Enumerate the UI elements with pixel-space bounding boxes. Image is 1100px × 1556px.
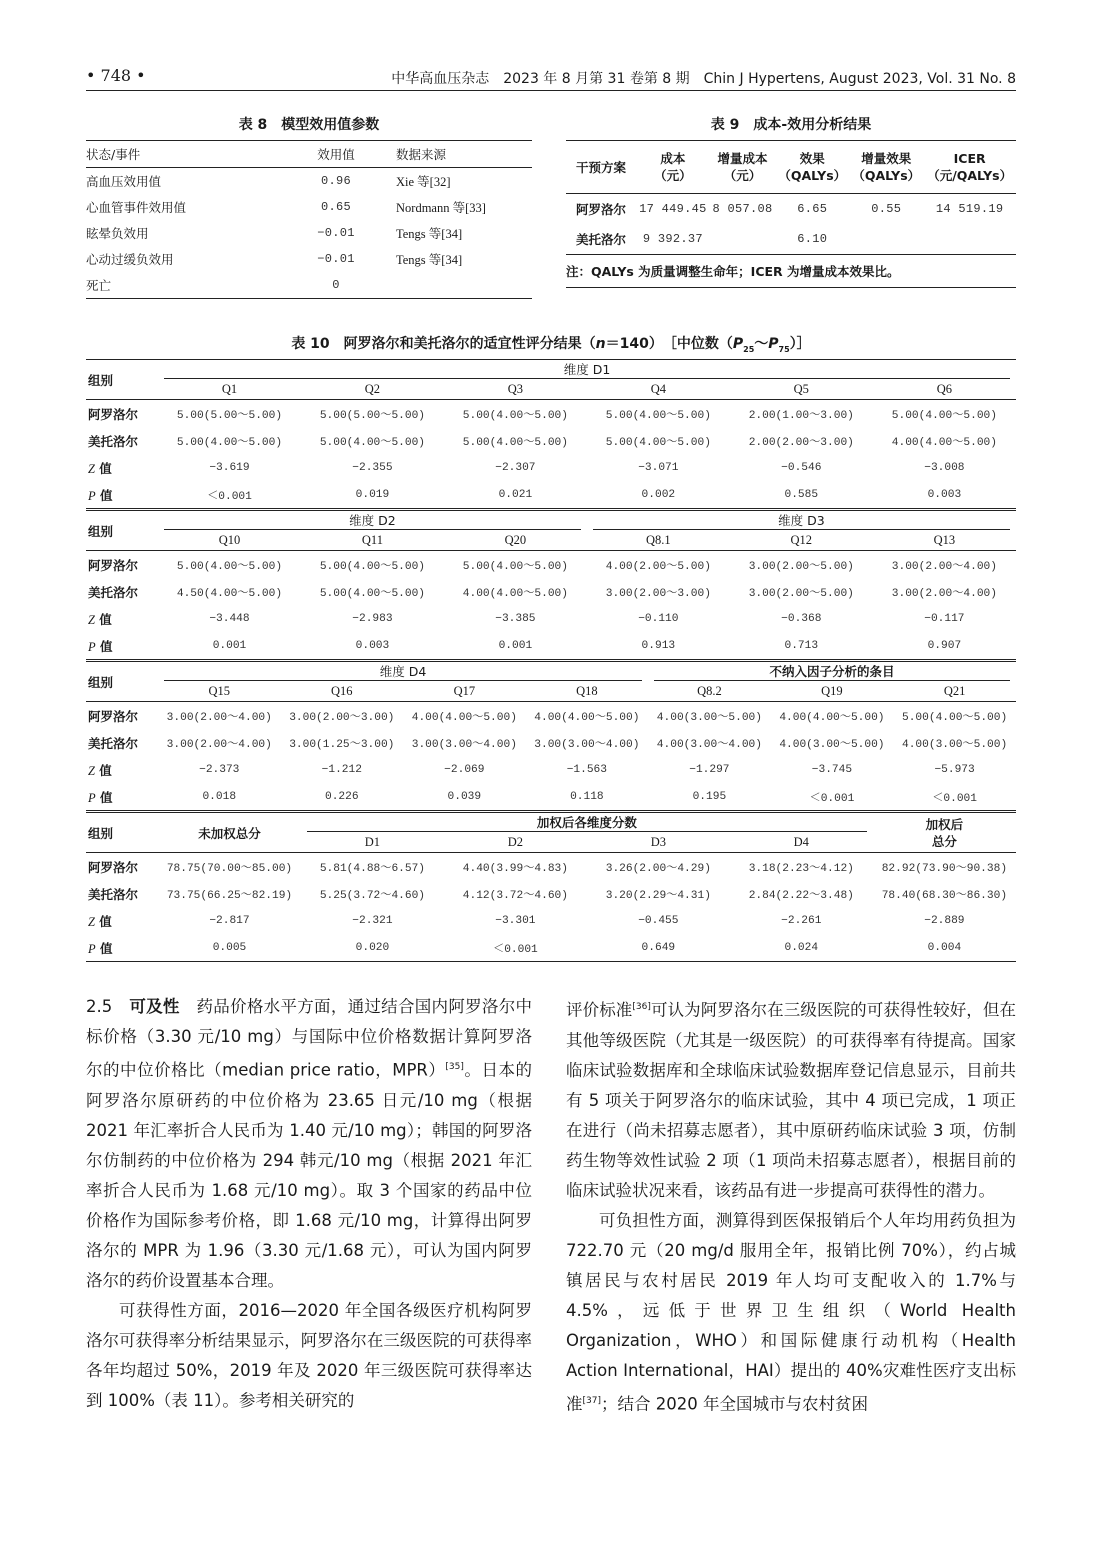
table10-cell: −3.448 [209, 612, 250, 625]
table10-col-header: Q15 [208, 683, 231, 698]
table10-cell: 73.75(66.25～82.19) [166, 889, 293, 902]
table10-col-header: Q4 [650, 381, 666, 396]
dim-label: 不纳入因子分析的条目 [654, 662, 1010, 681]
table8-source: Nordmann 等[33] [396, 201, 486, 215]
table10-cell: 0.118 [570, 790, 604, 803]
row-label: 阿罗洛尔 [88, 557, 139, 573]
table10-cell: 3.00(3.00～4.00) [534, 738, 640, 751]
table-row [86, 194, 532, 220]
row-label: 阿罗洛尔 [88, 859, 139, 875]
table10-cell: 0.195 [692, 790, 727, 803]
table10-col-header: D4 [793, 834, 809, 849]
row-label: P 值 [88, 789, 113, 805]
table10-col-header: Q10 [218, 532, 241, 547]
table10-col-header: Q21 [943, 683, 966, 698]
row-label: 阿罗洛尔 [88, 708, 139, 724]
row-label: 美托洛尔 [88, 886, 139, 902]
table10-cell: 3.00(2.00～3.00) [605, 587, 711, 600]
table10-cell: −2.355 [352, 461, 393, 474]
table9-cell: 6.65 [797, 202, 828, 216]
table10-cell: 0.585 [784, 488, 819, 501]
table10-cell: −3.301 [495, 914, 536, 927]
table-row [86, 220, 532, 246]
table10 [86, 359, 1016, 962]
table9-header-5: ICER （元/QALYs） [927, 151, 1013, 183]
table-row [86, 756, 1016, 783]
table-row [86, 632, 1016, 661]
table10-col-header: Q8.1 [646, 532, 671, 547]
table10-cell: 5.00(4.00～5.00) [891, 409, 997, 422]
table10-col-header: Q5 [793, 381, 809, 396]
table10-cell: −2.817 [209, 914, 250, 927]
table10-cell: 4.00(4.00～5.00) [411, 711, 517, 724]
journal-info: 中华高血压杂志 2023 年 8 月第 31 卷第 8 期 Chin J Hypertens, August 2023, Vol. 31 No. 8 [391, 71, 1016, 87]
dim-label: 维度 D2 [164, 511, 581, 530]
table8-title: 表 8 模型效用值参数 [238, 117, 380, 133]
table10-col-header-row [86, 379, 1016, 400]
table10-cell: 5.00(4.00～5.00) [319, 436, 426, 449]
table8-header-state: 状态/事件 [86, 147, 141, 162]
table-row [566, 224, 1016, 255]
table10-cell: −2.261 [781, 914, 822, 927]
table10-cell: −2.307 [495, 461, 536, 474]
table10-cell: 0.020 [355, 941, 390, 954]
table10-cell: 3.26(2.00～4.29) [605, 862, 711, 875]
table10-cell: 4.00(4.00～5.00) [891, 436, 997, 449]
table10-cell: 4.00(3.00～5.00) [779, 738, 885, 751]
table8 [86, 140, 532, 299]
table10-col-header: D2 [507, 834, 524, 849]
table9-row-label: 美托洛尔 [575, 232, 626, 247]
table10-cell: −0.546 [781, 461, 822, 474]
table10-cell: −0.455 [638, 914, 679, 927]
table10-cell: −3.745 [811, 763, 853, 776]
table10-cell: 5.25(3.72～4.60) [319, 889, 426, 902]
table9-cell: 8 057.08 [712, 202, 773, 216]
table-row [86, 272, 532, 299]
table9-note: 注：QALYs 为质量调整生命年；ICER 为增量成本效果比。 [566, 264, 900, 279]
table10-cell: 3.00(2.00～4.00) [891, 560, 997, 573]
table10-cell: 0.907 [927, 639, 962, 652]
table10-col-header: D1 [364, 834, 381, 849]
body-left-para-2: 可获得性方面，2016—2020 年全国各级医疗机构阿罗洛尔可获得率分析结果显示，阿罗洛尔在三级医院的可获得率各年均超过 50%，2019 年及 2020 年三级医院可获得率达到 100%（表 11）。参考相关研究的 [86, 1300, 532, 1410]
table10-col-header: Q2 [364, 381, 381, 396]
table10-col-header: Q11 [361, 532, 383, 547]
table10-col-header: Q12 [790, 532, 813, 547]
table10-block2-header [86, 510, 1016, 531]
table8-value: 0.65 [320, 200, 351, 214]
row-label: 组别 [88, 674, 114, 690]
table10-cell: 0.001 [498, 639, 533, 652]
row-label: 美托洛尔 [88, 433, 139, 449]
table10-cell: ＜0.001 [809, 792, 855, 805]
table10-cell: 0.004 [927, 941, 962, 954]
table10-col-header: Q13 [933, 532, 956, 547]
table10-dim-header [158, 360, 1016, 380]
table10-cell: −3.071 [638, 461, 679, 474]
table10-cell: −2.889 [924, 914, 965, 927]
row-label: 美托洛尔 [88, 584, 139, 600]
table10-cell: −2.321 [352, 914, 393, 927]
table10-cell: 2.84(2.22～3.48) [748, 889, 854, 902]
body-right-column [566, 992, 1016, 1419]
table9-cell: 17 449.45 [639, 202, 707, 216]
table9-header-2: 增量成本 （元） [717, 151, 768, 183]
table9-cell [710, 224, 776, 255]
table10-cell: 4.00(4.00～5.00) [462, 587, 568, 600]
table10-cell: −2.983 [352, 612, 393, 625]
table9-cell: 6.10 [797, 232, 828, 246]
table10-cell: 4.50(4.00～5.00) [176, 587, 283, 600]
table-row [86, 934, 1016, 962]
table10-cell: 3.18(2.23～4.12) [748, 862, 854, 875]
table10-col-header-row [86, 530, 1016, 551]
dim-label: 维度 D3 [593, 511, 1010, 530]
table10-col-header: Q3 [507, 381, 524, 396]
running-header [86, 62, 1016, 91]
table9-cell [849, 224, 923, 255]
table10-col-header: Q1 [221, 381, 238, 396]
table8-state: 眩晕负效用 [86, 226, 149, 241]
table-row [86, 427, 1016, 454]
table10-cell: −0.368 [781, 612, 822, 625]
table10-cell: 3.00(2.00～5.00) [748, 560, 854, 573]
row-label: 美托洛尔 [88, 735, 139, 751]
table9-cell: 14 519.19 [935, 202, 1004, 216]
table10-cell: 5.00(4.00～5.00) [319, 587, 426, 600]
table8-state: 死亡 [86, 278, 112, 293]
table10-cell: 3.00(1.25～3.00) [289, 738, 395, 751]
table-row [566, 194, 1016, 225]
dim-label: 加权后各维度分数 [307, 813, 867, 832]
table10-cell: 5.00(5.00～5.00) [176, 409, 283, 422]
table9-cell [923, 224, 1016, 255]
table-row [86, 853, 1016, 881]
table8-source: Tengs 等[34] [396, 227, 463, 241]
row-label: Z 值 [88, 460, 112, 476]
table9-title: 表 9 成本-效用分析结果 [710, 117, 872, 133]
table10-weighted-total-header: 加权后 总分 [925, 816, 964, 849]
dim-label: 维度 D1 [164, 360, 1010, 379]
row-label: Z 值 [88, 913, 112, 929]
table10-grid [86, 359, 1016, 962]
table10-col-header: Q16 [331, 683, 353, 698]
table10-cell: 3.00(2.00～3.00) [289, 711, 395, 724]
table10-cell: 4.00(3.00～5.00) [656, 711, 762, 724]
table10-cell: 4.00(2.00～5.00) [605, 560, 711, 573]
table10-cell: 3.00(2.00～4.00) [166, 738, 272, 751]
table-row [86, 783, 1016, 812]
table10-cell: −3.385 [495, 612, 536, 625]
table8-header-source: 数据来源 [396, 147, 447, 162]
row-label: P 值 [88, 487, 113, 503]
table8-value: 0 [332, 278, 340, 292]
table-row [86, 702, 1016, 730]
table10-cell: 3.00(2.00～4.00) [891, 587, 997, 600]
table10-col-header: Q18 [576, 683, 598, 698]
table-row [86, 605, 1016, 632]
table9-cell: 0.55 [871, 202, 902, 216]
row-label: P 值 [88, 940, 113, 956]
table10-cell: 3.00(2.00～5.00) [748, 587, 854, 600]
table8-source [386, 272, 532, 299]
row-label: 组别 [88, 372, 114, 388]
table10-cell: 3.00(2.00～4.00) [166, 711, 272, 724]
table10-cell: 0.003 [927, 488, 962, 501]
table-row [86, 729, 1016, 756]
table10-cell: 2.00(1.00～3.00) [748, 409, 854, 422]
table10-cell: 78.40(68.30～86.30) [881, 889, 1008, 902]
table10-cell: 0.018 [202, 790, 237, 803]
table10-cell: 0.039 [447, 790, 482, 803]
table10-cell: 5.00(5.00～5.00) [319, 409, 426, 422]
row-label: Z 值 [88, 611, 112, 627]
table10-cell: ＜0.001 [493, 943, 538, 956]
table10-cell: 3.00(3.00～4.00) [411, 738, 517, 751]
table10-cell: 5.00(4.00～5.00) [605, 409, 711, 422]
table-row [86, 551, 1016, 579]
table10-cell: 5.00(4.00～5.00) [605, 436, 711, 449]
table-row [86, 454, 1016, 481]
table-row [86, 246, 532, 272]
table10-dim-header [648, 661, 1016, 682]
table8-value: −0.01 [317, 252, 355, 266]
table10-cell: −2.373 [199, 763, 240, 776]
table10-cell: 0.019 [355, 488, 390, 501]
table10-cell: 5.00(4.00～5.00) [176, 560, 283, 573]
table8-state: 高血压效用值 [86, 174, 162, 189]
table10-cell: −2.069 [444, 763, 485, 776]
table-row [86, 578, 1016, 605]
table10-cell: −0.110 [638, 612, 679, 625]
table10-cell: −1.212 [321, 763, 362, 776]
table-row [86, 400, 1016, 428]
table9-header-4: 增量效果 （QALYs） [852, 151, 921, 183]
table10-cell: 0.002 [641, 488, 676, 501]
row-label: 组别 [88, 523, 114, 539]
table10-cell: 4.40(3.99～4.83) [462, 862, 568, 875]
table10-cell: 5.00(4.00～5.00) [319, 560, 426, 573]
table10-cell: 0.649 [641, 941, 676, 954]
table-row [86, 168, 532, 195]
table10-cell: 78.75(70.00～85.00) [166, 862, 293, 875]
table8-source: Tengs 等[34] [396, 253, 463, 267]
table10-cell: 0.001 [212, 639, 247, 652]
table9-row-label: 阿罗洛尔 [575, 202, 626, 217]
table9-header-3: 效果 （QALYs） [778, 151, 847, 183]
table10-cell: ＜0.001 [932, 792, 977, 805]
table10-cell: 5.00(4.00～5.00) [176, 436, 283, 449]
table10-cell: 5.81(4.88～6.57) [319, 862, 426, 875]
table10-cell: 0.003 [355, 639, 390, 652]
table10-dim-header [301, 812, 873, 833]
table10-col-header: Q20 [504, 532, 527, 547]
table10-col-header: Q17 [453, 683, 476, 698]
table8-state: 心动过缓负效用 [86, 252, 174, 267]
table10-cell: 4.12(3.72～4.60) [462, 889, 568, 902]
table10-cell: 5.00(4.00～5.00) [902, 711, 1008, 724]
row-label: P 值 [88, 638, 113, 654]
table9-cell: 9 392.37 [642, 232, 703, 246]
table10-unweighted-header: 未加权总分 [198, 825, 261, 841]
table10-cell: 0.913 [641, 639, 676, 652]
table8-state: 心血管事件效用值 [86, 200, 187, 215]
table8-value: −0.01 [317, 226, 355, 240]
table10-cell: 4.00(4.00～5.00) [534, 711, 640, 724]
table10-col-header: Q8.2 [697, 683, 722, 698]
table10-cell: 4.00(4.00～5.00) [779, 711, 885, 724]
row-label: 组别 [88, 825, 114, 841]
table10-dim-header [587, 510, 1016, 531]
table10-col-header: Q6 [936, 381, 953, 396]
row-label: Z 值 [88, 762, 112, 778]
table8-value: 0.96 [320, 174, 351, 188]
body-right-para-2: 可负担性方面，测算得到医保报销后个人年均用药负担为 722.70 元（20 mg/d 服用全年，报销比例 70%），约占城镇居民与农村居民 2019 年人均可支配收入的 1.7%与 4.5%，远低于世界卫生组织（World Health Organization，WHO）和国际健康行动机构（Health Action International，HAI）提出的 40%灾难性医疗支出标准[37]；结合 2020 年全国城市与农村贫困 [566, 1210, 1016, 1413]
table10-cell: 2.00(2.00～3.00) [748, 436, 854, 449]
table10-title: 表 10 阿罗洛尔和美托洛尔的适宜性评分结果（n＝140） ［中位数$(P_{25}\sim P_{75})]$ [291, 336, 811, 354]
table10-cell: −3.008 [924, 461, 965, 474]
table10-cell: 0.713 [784, 639, 819, 652]
table10-cell: −5.973 [934, 763, 975, 776]
table10-cell: 82.92(73.90～90.38) [881, 862, 1008, 875]
table10-cell: 0.021 [498, 488, 533, 501]
table10-cell: −3.619 [209, 461, 250, 474]
body-right-para-1: 评价标准[36]可认为阿罗洛尔在三级医院的可获得性较好，但在其他等级医院（尤其是一级医院）的可获得率有待提高。国家临床试验数据库和全球临床试验数据库登记信息显示，目前共有 5 项关于阿罗洛尔的临床试验，其中 4 项已完成，1 项正在进行（尚未招募志愿者），其中原研药临床试验 3 项，仿制药生物等效性试验 2 项（1 项尚未招募志愿者），根据目前的临床试验状况来看，该药品有进一步提高可获得性的潜力。 [566, 1000, 1017, 1200]
table10-col-header-row [86, 681, 1016, 702]
table10-col-header: Q19 [821, 683, 843, 698]
table10-block1-header [86, 360, 1016, 380]
table-row [86, 481, 1016, 510]
table10-dim-header [158, 510, 587, 531]
table10-cell: 5.00(4.00～5.00) [462, 409, 568, 422]
table10-block3-header [86, 661, 1016, 682]
body-left-para-1: 2.5 可及性 药品价格水平方面，通过结合国内阿罗洛尔中标价格（3.30 元/10 mg）与国际中位价格数据计算阿罗洛尔的中位价格比（median price ratio，MPR）[35]。日本的阿罗洛尔原研药的中位价格为 23.65 日元/10 mg（根据 2021 年汇率折合人民币为 1.40 元/10 mg）；韩国的阿罗洛尔仿制药的中位价格为 294 韩元/10 mg（根据 2021 年汇率折合人民币为 1.68 元/10 mg）。取 3 个国家的药品中位价格作为国际参考价格，即 1.68 元/10 mg，计算得出阿罗洛尔的 MPR 为 1.96（3.30 元/1.68 元），可认为国内阿罗洛尔的药价设置基本合理。 [86, 997, 533, 1290]
table9 [566, 140, 1016, 288]
table10-cell: −1.563 [566, 763, 607, 776]
table8-source: Xie 等[32] [396, 175, 451, 189]
table10-cell: 0.005 [212, 941, 247, 954]
table10-block4-header [86, 812, 1016, 833]
table10-cell: −0.117 [924, 612, 965, 625]
page-number: • 748 • [86, 66, 146, 85]
table10-cell: ＜0.001 [207, 490, 252, 503]
table-row [86, 880, 1016, 907]
table8-header-value: 效用值 [317, 147, 355, 162]
table10-cell: 4.00(3.00～4.00) [656, 738, 762, 751]
table10-cell: 0.024 [784, 941, 819, 954]
table10-cell: −1.297 [689, 763, 730, 776]
table10-cell: 5.00(4.00～5.00) [462, 560, 568, 573]
table10-cell: 0.226 [325, 790, 359, 803]
row-label: 阿罗洛尔 [88, 406, 139, 422]
body-left-column [86, 992, 532, 1416]
dim-label: 维度 D4 [164, 662, 642, 681]
table10-cell: 4.00(3.00～5.00) [902, 738, 1008, 751]
table9-header-1: 成本 （元） [654, 151, 692, 183]
table10-cell: 5.00(4.00～5.00) [462, 436, 568, 449]
table10-dim-header [158, 661, 648, 682]
table9-header-0: 干预方案 [575, 160, 626, 175]
table10-col-header: D3 [650, 834, 666, 849]
table10-cell: 3.20(2.29～4.31) [605, 889, 711, 902]
table-row [86, 907, 1016, 934]
